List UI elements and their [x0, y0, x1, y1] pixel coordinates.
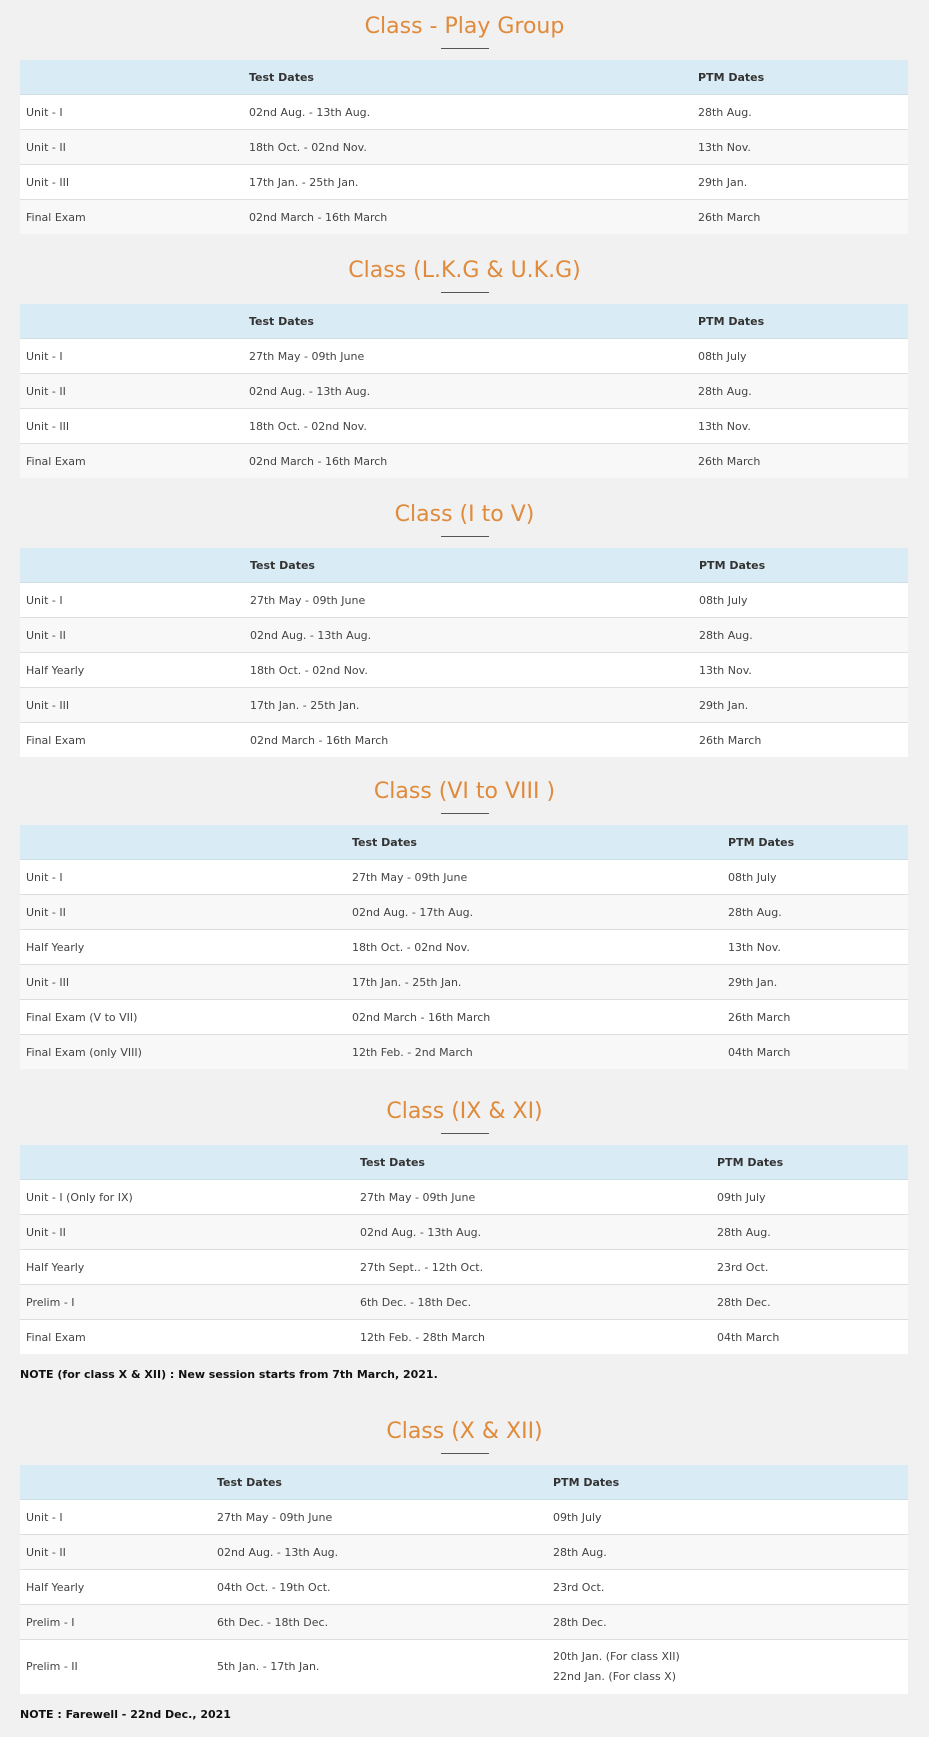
exam-name: Unit - II — [20, 1215, 354, 1250]
schedule-table — [20, 304, 908, 478]
exam-name: Half Yearly — [20, 653, 244, 688]
ptm-date: 28th Dec. — [547, 1605, 908, 1640]
exam-name: Prelim - II — [26, 1660, 78, 1673]
table-row — [20, 1000, 908, 1035]
table-row — [20, 1320, 908, 1355]
table-row — [20, 409, 908, 444]
header-test-dates: Test Dates — [243, 60, 692, 95]
ptm-date: 28th Aug. — [711, 1215, 908, 1250]
section-title: Class - Play Group — [364, 14, 565, 39]
ptm-date: 28th Aug. — [693, 618, 908, 653]
exam-name: Unit - I (Only for IX) — [20, 1180, 354, 1215]
exam-name: Unit - II — [20, 130, 243, 165]
schedule-table — [20, 60, 908, 234]
section-title: Class (L.K.G & U.K.G) — [348, 258, 581, 283]
header-ptm-dates: PTM Dates — [547, 1465, 908, 1500]
table-row — [20, 1250, 908, 1285]
test-dates: 12th Feb. - 2nd March — [352, 1045, 473, 1059]
ptm-date: 23rd Oct. — [547, 1570, 908, 1605]
table-header-row — [20, 304, 908, 339]
note-farewell: NOTE : Farewell - 22nd Dec., 2021 — [20, 1708, 231, 1721]
exam-name: Prelim - I — [20, 1285, 354, 1320]
table-row — [20, 130, 908, 165]
header-ptm-dates: PTM Dates — [693, 548, 908, 583]
exam-name: Final Exam — [26, 454, 86, 468]
ptm-date: 04th March — [717, 1330, 780, 1344]
ptm-date-class-x: 22nd Jan. (For class X) — [553, 1670, 677, 1683]
table-row — [20, 200, 908, 235]
ptm-date: 26th March — [698, 454, 761, 468]
ptm-date: 28th Aug. — [692, 95, 908, 130]
header-label — [20, 1465, 211, 1500]
ptm-date: 29th Jan. — [693, 688, 908, 723]
test-dates: 17th Jan. - 25th Jan. — [244, 688, 693, 723]
ptm-date: 08th July — [722, 860, 908, 895]
exam-name: Unit - II — [20, 618, 244, 653]
title-underline — [441, 536, 489, 537]
table-row — [20, 1640, 908, 1695]
section-vi-to-viii — [20, 757, 909, 1069]
ptm-date-class-xii: 20th Jan. (For class XII) — [553, 1650, 680, 1663]
exam-name: Unit - I — [20, 1500, 211, 1535]
exam-name: Prelim - I — [20, 1605, 211, 1640]
table-row — [20, 930, 908, 965]
table-row — [20, 1215, 908, 1250]
table-row — [20, 688, 908, 723]
header-test-dates: Test Dates — [354, 1145, 711, 1180]
section-play-group — [20, 0, 909, 234]
test-dates: 18th Oct. - 02nd Nov. — [244, 653, 693, 688]
header-test-dates: Test Dates — [244, 548, 693, 583]
ptm-date: 09th July — [547, 1500, 908, 1535]
table-row — [20, 1180, 908, 1215]
test-dates: 18th Oct. - 02nd Nov. — [243, 409, 692, 444]
exam-name: Unit - III — [20, 165, 243, 200]
test-dates: 02nd Aug. - 13th Aug. — [243, 374, 692, 409]
exam-name: Unit - III — [20, 965, 346, 1000]
test-dates: 17th Jan. - 25th Jan. — [346, 965, 722, 1000]
table-header-row — [20, 1465, 908, 1500]
exam-name: Unit - II — [20, 374, 243, 409]
header-test-dates: Test Dates — [211, 1465, 547, 1500]
test-dates: 04th Oct. - 19th Oct. — [211, 1570, 547, 1605]
ptm-date: 26th March — [722, 1000, 908, 1035]
ptm-date: 08th July — [692, 339, 908, 374]
exam-name: Unit - I — [20, 95, 243, 130]
test-dates: 27th May - 09th June — [346, 860, 722, 895]
ptm-date: 29th Jan. — [722, 965, 908, 1000]
test-dates: 02nd March - 16th March — [249, 454, 388, 468]
section-title: Class (VI to VIII ) — [373, 779, 556, 804]
table-row — [20, 165, 908, 200]
exam-name: Final Exam (only VIII) — [26, 1045, 142, 1059]
title-underline — [441, 813, 489, 814]
schedule-table — [20, 548, 908, 757]
section-lkg-ukg — [20, 234, 909, 478]
ptm-date: 13th Nov. — [692, 130, 908, 165]
ptm-date: 28th Aug. — [722, 895, 908, 930]
section-title: Class (I to V) — [394, 502, 535, 527]
ptm-date: 13th Nov. — [692, 409, 908, 444]
ptm-date: 23rd Oct. — [711, 1250, 908, 1285]
exam-name: Unit - II — [20, 1535, 211, 1570]
ptm-date: 28th Aug. — [547, 1535, 908, 1570]
title-underline — [441, 1453, 489, 1454]
schedule-table — [20, 1145, 908, 1354]
header-ptm-dates: PTM Dates — [692, 60, 908, 95]
ptm-date: 08th July — [693, 583, 908, 618]
test-dates: 27th Sept.. - 12th Oct. — [354, 1250, 711, 1285]
test-dates: 27th May - 09th June — [244, 583, 693, 618]
test-dates: 02nd Aug. - 13th Aug. — [243, 95, 692, 130]
table-row — [20, 618, 908, 653]
test-dates: 27th May - 09th June — [211, 1500, 547, 1535]
ptm-date: 13th Nov. — [693, 653, 908, 688]
exam-name: Final Exam — [26, 1330, 86, 1344]
test-dates: 02nd Aug. - 17th Aug. — [346, 895, 722, 930]
test-dates: 02nd Aug. - 13th Aug. — [354, 1215, 711, 1250]
header-ptm-dates: PTM Dates — [722, 825, 908, 860]
table-header-row — [20, 825, 908, 860]
test-dates: 17th Jan. - 25th Jan. — [243, 165, 692, 200]
table-row — [20, 895, 908, 930]
test-dates: 02nd March - 16th March — [250, 733, 389, 747]
test-dates: 02nd March - 16th March — [249, 210, 388, 224]
schedule-table — [20, 1465, 908, 1694]
ptm-date: 26th March — [699, 733, 762, 747]
table-row — [20, 95, 908, 130]
note-new-session: NOTE (for class X & XII) : New session starts from 7th March, 2021. — [20, 1368, 438, 1381]
exam-name: Half Yearly — [20, 930, 346, 965]
header-ptm-dates: PTM Dates — [711, 1145, 908, 1180]
schedule-table — [20, 825, 908, 1069]
table-row — [20, 374, 908, 409]
test-dates: 02nd Aug. - 13th Aug. — [211, 1535, 547, 1570]
header-test-dates: Test Dates — [346, 825, 722, 860]
exam-name: Unit - I — [20, 583, 244, 618]
table-row — [20, 1605, 908, 1640]
exam-name: Half Yearly — [20, 1250, 354, 1285]
section-ix-xi — [20, 1069, 909, 1381]
exam-name: Unit - I — [20, 860, 346, 895]
exam-name: Unit - III — [20, 688, 244, 723]
test-dates: 6th Dec. - 18th Dec. — [354, 1285, 711, 1320]
section-title: Class (IX & XI) — [386, 1099, 543, 1124]
ptm-date — [547, 1640, 908, 1695]
table-header-row — [20, 548, 908, 583]
test-dates: 12th Feb. - 28th March — [360, 1330, 486, 1344]
table-row — [20, 444, 908, 479]
table-row — [20, 1035, 908, 1070]
exam-name: Half Yearly — [20, 1570, 211, 1605]
section-title: Class (X & XII) — [386, 1419, 543, 1444]
table-row — [20, 1535, 908, 1570]
table-row — [20, 860, 908, 895]
exam-name: Unit - I — [20, 339, 243, 374]
header-ptm-dates: PTM Dates — [692, 304, 908, 339]
test-dates: 6th Dec. - 18th Dec. — [211, 1605, 547, 1640]
section-x-xii — [20, 1381, 909, 1721]
header-label — [20, 825, 346, 860]
title-underline — [441, 292, 489, 293]
exam-name: Final Exam — [26, 733, 86, 747]
table-row — [20, 1500, 908, 1535]
table-row — [20, 339, 908, 374]
table-header-row — [20, 1145, 908, 1180]
test-dates: 27th May - 09th June — [354, 1180, 711, 1215]
test-dates: 5th Jan. - 17th Jan. — [217, 1660, 320, 1673]
table-row — [20, 965, 908, 1000]
test-dates: 27th May - 09th June — [243, 339, 692, 374]
ptm-date: 04th March — [728, 1045, 791, 1059]
ptm-date: 09th July — [711, 1180, 908, 1215]
header-test-dates: Test Dates — [243, 304, 692, 339]
ptm-date: 26th March — [698, 210, 761, 224]
ptm-date: 28th Aug. — [692, 374, 908, 409]
section-i-to-v — [20, 478, 909, 757]
header-label — [20, 304, 243, 339]
title-underline — [441, 48, 489, 49]
ptm-date: 29th Jan. — [692, 165, 908, 200]
exam-name: Unit - II — [20, 895, 346, 930]
exam-name: Final Exam — [26, 210, 86, 224]
table-row — [20, 1285, 908, 1320]
test-dates: 18th Oct. - 02nd Nov. — [346, 930, 722, 965]
exam-name: Final Exam (V to VII) — [20, 1000, 346, 1035]
header-label — [20, 1145, 354, 1180]
header-label — [20, 60, 243, 95]
test-dates: 18th Oct. - 02nd Nov. — [243, 130, 692, 165]
ptm-date: 28th Dec. — [711, 1285, 908, 1320]
table-row — [20, 1570, 908, 1605]
test-dates: 02nd Aug. - 13th Aug. — [244, 618, 693, 653]
table-row — [20, 583, 908, 618]
header-label — [20, 548, 244, 583]
title-underline — [441, 1133, 489, 1134]
exam-name: Unit - III — [20, 409, 243, 444]
table-row — [20, 653, 908, 688]
ptm-date: 13th Nov. — [722, 930, 908, 965]
table-header-row — [20, 60, 908, 95]
table-row — [20, 723, 908, 758]
test-dates: 02nd March - 16th March — [346, 1000, 722, 1035]
